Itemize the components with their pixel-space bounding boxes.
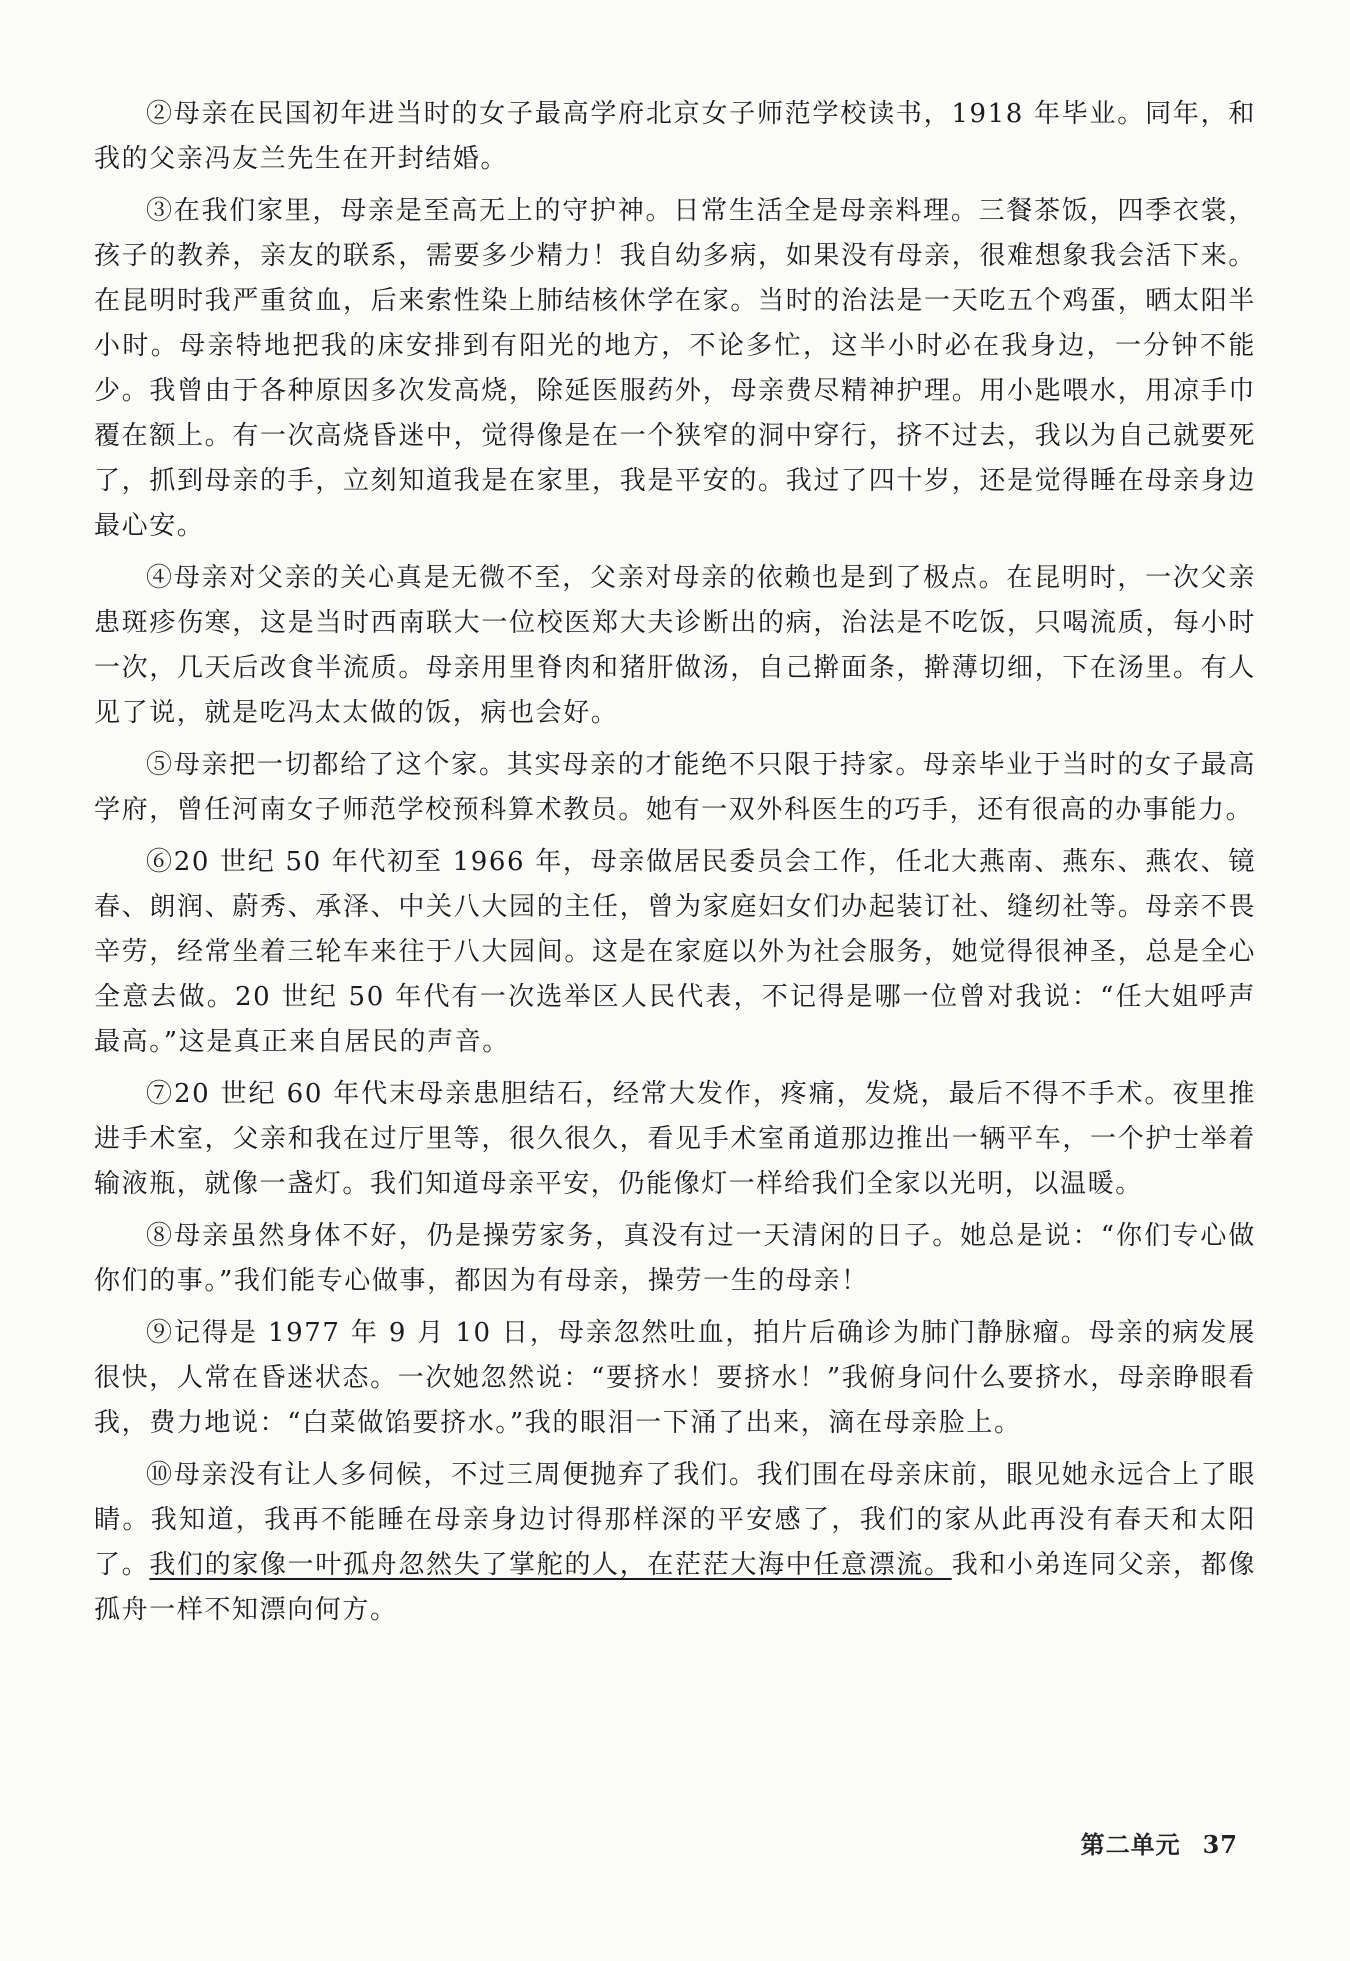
page-number: 37 [1202, 1830, 1238, 1859]
paragraph-10-text-after: 我和小弟连同父亲，都像孤舟一样不知漂向何方。 [94, 1550, 1256, 1625]
paragraph-3: ③在我们家里，母亲是至高无上的守护神。日常生活全是母亲料理。三餐茶饭，四季衣裳，孩子的教养，亲友的联系，需要多少精力！我自幼多病，如果没有母亲，很难想象我会活下来。在昆明时我严重贫血，后来索性染上肺结核休学在家。当时的治法是一天吃五个鸡蛋，晒太阳半小时。母亲特地把我的床安排到有阳光的地方，不论多忙，这半小时必在我身边，一分钟不能少。我曾由于各种原因多次发高烧，除延医服药外，母亲费尽精神护理。用小匙喂水，用凉手巾覆在额上。有一次高烧昏迷中，觉得像是在一个狭窄的洞中穿行，挤不过去，我以为自己就要死了，抓到母亲的手，立刻知道我是在家里，我是平安的。我过了四十岁，还是觉得睡在母亲身边最心安。 [94, 196, 1256, 541]
article-body [94, 92, 1256, 1640]
underlined-sentence: 我们的家像一叶孤舟忽然失了掌舵的人，在茫茫大海中任意漂流。 [149, 1550, 952, 1580]
paragraph-7: ⑦20 世纪 60 年代末母亲患胆结石，经常大发作，疼痛，发烧，最后不得不手术。夜里推进手术室，父亲和我在过厅里等，很久很久，看见手术室甬道那边推出一辆平车，一个护士举着输液瓶，就像一盏灯。我们知道母亲平安，仍能像灯一样给我们全家以光明，以温暖。 [94, 1079, 1256, 1199]
paragraph-6: ⑥20 世纪 50 年代初至 1966 年，母亲做居民委员会工作，任北大燕南、燕东、燕农、镜春、朗润、蔚秀、承泽、中关八大园的主任，曾为家庭妇女们办起装订社、缝纫社等。母亲不畏辛劳，经常坐着三轮车来往于八大园间。这是在家庭以外为社会服务，她觉得很神圣，总是全心全意去做。20 世纪 50 年代有一次选举区人民代表，不记得是哪一位曾对我说：“任大姐呼声最高。”这是真正来自居民的声音。 [94, 847, 1256, 1057]
paragraph-8: ⑧母亲虽然身体不好，仍是操劳家务，真没有过一天清闲的日子。她总是说：“你们专心做你们的事。”我们能专心做事，都因为有母亲，操劳一生的母亲！ [94, 1221, 1256, 1296]
unit-label: 第二单元 [1080, 1831, 1181, 1859]
page-footer [1081, 1825, 1238, 1860]
paragraph-10-text-before: ⑩母亲没有让人多伺候，不过三周便抛弃了我们。我们围在母亲床前，眼见她永远合上了眼睛。我知道，我再不能睡在母亲身边讨得那样深的平安感了，我们的家从此再没有春天和太阳了。 [94, 1460, 1256, 1580]
paragraph-4: ④母亲对父亲的关心真是无微不至，父亲对母亲的依赖也是到了极点。在昆明时，一次父亲患斑疹伤寒，这是当时西南联大一位校医郑大夫诊断出的病，治法是不吃饭，只喝流质，每小时一次，几天后改食半流质。母亲用里脊肉和猪肝做汤，自己擀面条，擀薄切细，下在汤里。有人见了说，就是吃冯太太做的饭，病也会好。 [94, 563, 1256, 728]
paragraph-10 [94, 1453, 1256, 1633]
paragraph-2: ②母亲在民国初年进当时的女子最高学府北京女子师范学校读书，1918 年毕业。同年，和我的父亲冯友兰先生在开封结婚。 [94, 99, 1256, 174]
paragraph-5: ⑤母亲把一切都给了这个家。其实母亲的才能绝不只限于持家。母亲毕业于当时的女子最高学府，曾任河南女子师范学校预科算术教员。她有一双外科医生的巧手，还有很高的办事能力。 [94, 750, 1256, 825]
paragraph-9: ⑨记得是 1977 年 9 月 10 日，母亲忽然吐血，拍片后确诊为肺门静脉瘤。母亲的病发展很快，人常在昏迷状态。一次她忽然说：“要挤水！要挤水！”我俯身问什么要挤水，母亲睁眼看我，费力地说：“白菜做馅要挤水。”我的眼泪一下涌了出来，滴在母亲脸上。 [94, 1318, 1256, 1438]
